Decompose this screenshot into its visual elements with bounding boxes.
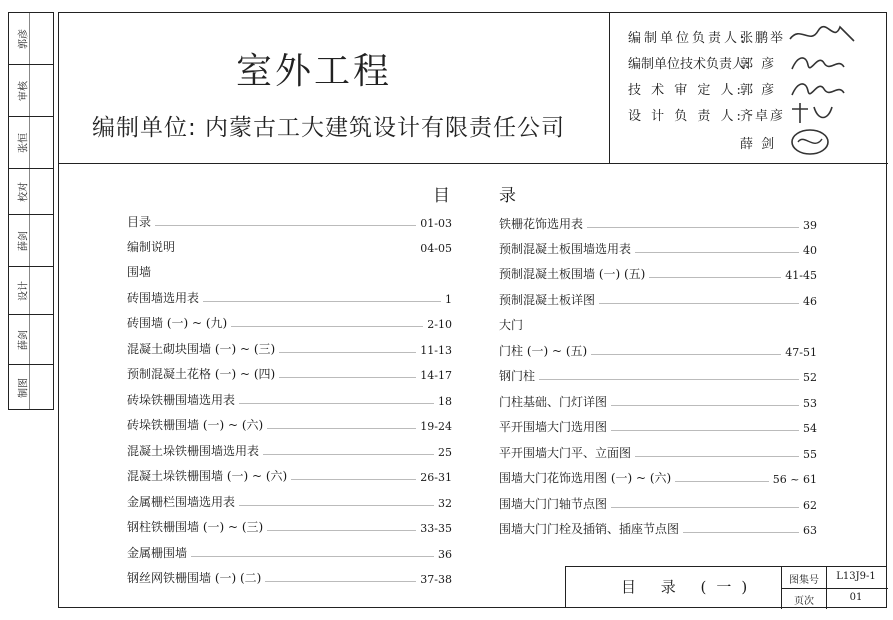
strip-cell-audit bbox=[9, 13, 53, 65]
toc-leader bbox=[203, 301, 441, 302]
handwritten-signature bbox=[788, 127, 832, 162]
signature-role: 设 计 负 责 人: bbox=[628, 109, 744, 124]
drawing-frame bbox=[58, 12, 887, 608]
toc-leader bbox=[263, 454, 434, 455]
atlas-number-value: L13J9-1 bbox=[836, 571, 876, 582]
toc-entry-page: 14-17 bbox=[420, 369, 452, 382]
toc-section-label: 大门 bbox=[499, 318, 524, 332]
toc-entry[interactable] bbox=[499, 469, 817, 486]
strip-label: 审核 bbox=[18, 80, 30, 101]
toc-entry-page: 04-05 bbox=[420, 242, 452, 255]
signature-block bbox=[609, 13, 888, 163]
toc-leader bbox=[239, 505, 434, 506]
toc-entry-label: 目录 bbox=[127, 215, 152, 229]
toc-entry-page: 40 bbox=[803, 244, 817, 257]
toc-entry-page: 33-35 bbox=[420, 522, 452, 535]
toc-leader bbox=[155, 225, 416, 226]
strip-label: 张恒 bbox=[18, 132, 30, 153]
toc-entry[interactable] bbox=[127, 391, 452, 408]
toc-entry[interactable] bbox=[499, 367, 817, 384]
toc-entry-label: 围墙大门门轴节点图 bbox=[499, 497, 608, 511]
toc-leader bbox=[611, 507, 799, 508]
toc-leader bbox=[683, 532, 799, 533]
signature-role: 编制单位负责人: bbox=[628, 31, 748, 46]
toc-entry-page: 46 bbox=[803, 295, 817, 308]
toc-leader bbox=[611, 405, 799, 406]
strip-label: 薛剑 bbox=[18, 230, 30, 251]
toc-entry-label: 预制混凝土板围墙 (一) (五) bbox=[499, 267, 646, 281]
strip-cell-check-sig bbox=[9, 117, 53, 169]
strip-label: 校对 bbox=[18, 181, 30, 202]
toc-entry-label: 金属栅围墙 bbox=[127, 546, 188, 560]
approval-strip bbox=[8, 12, 54, 410]
header-divider bbox=[59, 163, 888, 164]
signature-name: 郭 彦 bbox=[740, 83, 777, 98]
toc-entry[interactable] bbox=[127, 518, 452, 535]
toc-entry-label: 围墙大门花饰选用图 (一) ~ (六) bbox=[499, 471, 672, 485]
toc-entry-page: 32 bbox=[438, 497, 452, 510]
toc-entry[interactable] bbox=[127, 442, 452, 459]
title-block-divider bbox=[781, 588, 888, 589]
strip-cell-review bbox=[9, 65, 53, 117]
toc-entry[interactable] bbox=[499, 265, 817, 282]
toc-leader bbox=[267, 428, 416, 429]
toc-entry[interactable] bbox=[127, 314, 452, 331]
strip-label: 设计 bbox=[18, 280, 30, 301]
signature-name: 张鹏举 bbox=[740, 31, 786, 46]
toc-entry[interactable] bbox=[127, 544, 452, 561]
title-block bbox=[565, 566, 887, 608]
toc-entry-label: 钢丝网铁栅围墙 (一) (二) bbox=[127, 571, 262, 585]
toc-entry-page: 1 bbox=[445, 293, 452, 306]
toc-entry-label: 预制混凝土板围墙选用表 bbox=[499, 242, 632, 256]
toc-entry-label: 铁栅花饰选用表 bbox=[499, 217, 584, 231]
toc-entry[interactable] bbox=[499, 495, 817, 512]
toc-entry-page: 39 bbox=[803, 219, 817, 232]
toc-entry-label: 门柱基础、门灯详图 bbox=[499, 395, 608, 409]
toc-entry[interactable] bbox=[127, 213, 452, 230]
toc-leader bbox=[611, 430, 799, 431]
page-title: 室外工程 bbox=[236, 51, 393, 92]
toc-entry[interactable] bbox=[499, 393, 817, 410]
page-number-label: 页次 bbox=[794, 596, 814, 607]
toc-entry[interactable] bbox=[499, 215, 817, 232]
toc-entry-label: 混凝土垛铁栅围墙选用表 bbox=[127, 444, 260, 458]
signature-scribble-icon bbox=[788, 21, 858, 49]
toc-entry-label: 砖垛铁栅围墙 (一) ~ (六) bbox=[127, 418, 264, 432]
toc-leader bbox=[179, 250, 416, 251]
toc-entry-page: 52 bbox=[803, 371, 817, 384]
toc-heading-right: 录 bbox=[499, 186, 516, 206]
strip-label: 郭彦 bbox=[18, 28, 30, 49]
toc-entry-label: 钢门柱 bbox=[499, 369, 536, 383]
strip-cell-design bbox=[9, 267, 53, 315]
toc-entry[interactable] bbox=[499, 444, 817, 461]
strip-label: 制图 bbox=[18, 378, 30, 398]
strip-cell-design-sig bbox=[9, 215, 53, 267]
toc-entry[interactable] bbox=[127, 467, 452, 484]
toc-entry-page: 19-24 bbox=[420, 420, 452, 433]
toc-entry-page: 63 bbox=[803, 524, 817, 537]
page-number-value: 01 bbox=[849, 592, 863, 603]
toc-entry[interactable] bbox=[499, 418, 817, 435]
toc-entry-label: 平开围墙大门选用图 bbox=[499, 420, 608, 434]
toc-leader bbox=[279, 377, 416, 378]
atlas-number-label: 图集号 bbox=[789, 575, 819, 586]
toc-entry-label: 门柱 (一) ~ (五) bbox=[499, 344, 588, 358]
signature-seal-icon bbox=[788, 127, 832, 157]
toc-entry-page: 55 bbox=[803, 448, 817, 461]
toc-entry-page: 37-38 bbox=[420, 573, 452, 586]
toc-entry[interactable] bbox=[499, 520, 817, 537]
toc-entry-page: 47-51 bbox=[785, 346, 817, 359]
toc-entry-label: 砖垛铁栅围墙选用表 bbox=[127, 393, 236, 407]
toc-entry-label: 混凝土垛铁栅围墙 (一) ~ (六) bbox=[127, 469, 288, 483]
signature-name: 齐卓彦 bbox=[740, 109, 786, 124]
signature-role: 技 术 审 定 人: bbox=[628, 83, 744, 98]
toc-entry-label: 预制混凝土板详图 bbox=[499, 293, 596, 307]
strip-label: 薛剑 bbox=[18, 329, 30, 350]
toc-leader bbox=[635, 252, 799, 253]
toc-leader bbox=[231, 326, 423, 327]
toc-entry-label: 平开围墙大门平、立面图 bbox=[499, 446, 632, 460]
toc-entry[interactable] bbox=[499, 291, 817, 308]
toc-entry-page: 36 bbox=[438, 548, 452, 561]
toc-entry-page: 54 bbox=[803, 422, 817, 435]
strip-cell-draw-sig bbox=[9, 315, 53, 365]
organization: 编制单位: 内蒙古工大建筑设计有限责任公司 bbox=[92, 115, 566, 141]
toc-leader bbox=[291, 479, 416, 480]
toc-entry[interactable] bbox=[127, 569, 452, 586]
toc-entry[interactable] bbox=[127, 365, 452, 382]
toc-entry-page: 26-31 bbox=[420, 471, 452, 484]
signature-scribble-icon bbox=[788, 75, 848, 101]
toc-entry-label: 编制说明 bbox=[127, 240, 176, 254]
toc-leader bbox=[591, 354, 781, 355]
toc-entry[interactable] bbox=[127, 238, 452, 255]
toc-leader bbox=[265, 581, 416, 582]
toc-leader bbox=[539, 379, 799, 380]
signature-name: 郭 彦 bbox=[740, 57, 777, 72]
toc-entry[interactable] bbox=[499, 240, 817, 257]
toc-leader bbox=[675, 481, 769, 482]
strip-cell-check bbox=[9, 169, 53, 215]
toc-entry-page: 11-13 bbox=[420, 344, 452, 357]
toc-entry-label: 预制混凝土花格 (一) ~ (四) bbox=[127, 367, 276, 381]
sheet-name: 目 录 (一) bbox=[621, 578, 758, 596]
toc-entry-page: 62 bbox=[803, 499, 817, 512]
toc-entry-page: 2-10 bbox=[427, 318, 452, 331]
toc-section bbox=[127, 263, 452, 280]
toc-leader bbox=[635, 456, 799, 457]
toc-entry[interactable] bbox=[127, 416, 452, 433]
toc-entry-page: 01-03 bbox=[420, 217, 452, 230]
toc-entry-label: 砖围墙选用表 bbox=[127, 291, 200, 305]
toc-entry-page: 53 bbox=[803, 397, 817, 410]
toc-entry[interactable] bbox=[127, 340, 452, 357]
toc-entry-page: 18 bbox=[438, 395, 452, 408]
toc-leader bbox=[587, 227, 799, 228]
toc-entry[interactable] bbox=[127, 289, 452, 306]
toc-entry-page: 25 bbox=[438, 446, 452, 459]
signature-scribble-icon bbox=[788, 101, 838, 127]
toc-heading-left: 目 bbox=[433, 186, 450, 206]
toc-leader bbox=[649, 277, 781, 278]
toc-entry-page: 56 ~ 61 bbox=[772, 473, 817, 486]
toc-leader bbox=[279, 352, 416, 353]
toc-entry-label: 砖围墙 (一) ~ (九) bbox=[127, 316, 228, 330]
toc-section bbox=[499, 316, 817, 333]
toc-leader bbox=[191, 556, 434, 557]
toc-entry-label: 钢柱铁栅围墙 (一) ~ (三) bbox=[127, 520, 264, 534]
toc-leader bbox=[599, 303, 799, 304]
toc-entry-label: 围墙大门门栓及插销、插座节点图 bbox=[499, 522, 680, 536]
signature-scribble-icon bbox=[788, 49, 848, 75]
toc-entry-label: 混凝土砌块围墙 (一) ~ (三) bbox=[127, 342, 276, 356]
toc-entry-label: 金属栅栏围墙选用表 bbox=[127, 495, 236, 509]
toc-entry-page: 41-45 bbox=[785, 269, 817, 282]
signature-name: 薛 剑 bbox=[740, 137, 777, 152]
toc-section-label: 围墙 bbox=[127, 265, 152, 279]
toc-entry[interactable] bbox=[499, 342, 817, 359]
strip-cell-draw bbox=[9, 365, 53, 411]
toc-leader bbox=[239, 403, 434, 404]
signature-role: 编制单位技术负责人: bbox=[628, 57, 750, 72]
toc-leader bbox=[267, 530, 416, 531]
toc-entry[interactable] bbox=[127, 493, 452, 510]
